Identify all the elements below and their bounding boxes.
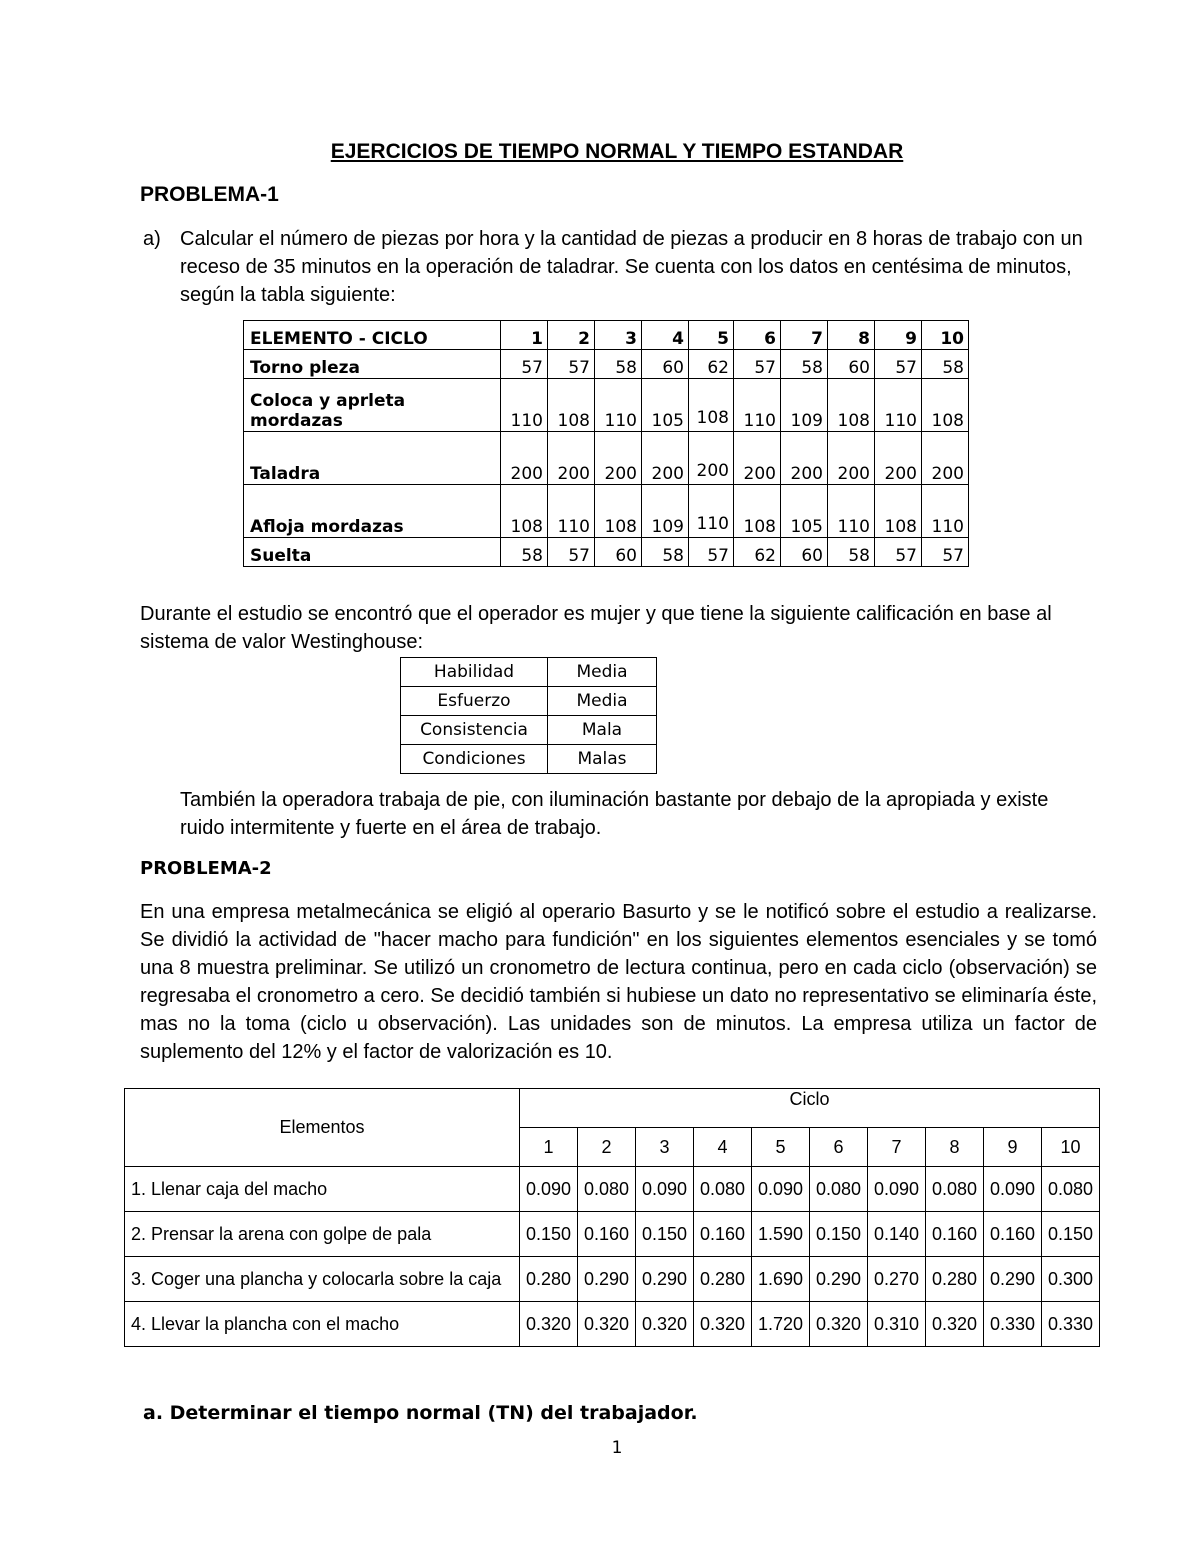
problem-1-conditions: También la operadora trabaja de pie, con iluminación bastante por debajo de la apropiada y existe ruido intermitente y fuerte en el área de trabajo. bbox=[180, 789, 1049, 839]
header-cycle-3: 3 bbox=[595, 321, 642, 350]
cell-value: 58 bbox=[828, 538, 875, 567]
cell-value: 57 bbox=[734, 350, 781, 379]
cell-value: 60 bbox=[642, 350, 689, 379]
cell-value: 110 bbox=[501, 379, 548, 432]
row-label: Afloja mordazas bbox=[244, 485, 501, 538]
header-cycle-2: 2 bbox=[548, 321, 595, 350]
westinghouse-rating-table bbox=[400, 657, 657, 774]
cell-value: 0.150 bbox=[1042, 1212, 1100, 1257]
cell-value: 0.280 bbox=[520, 1257, 578, 1302]
cell-value: 0.080 bbox=[578, 1167, 636, 1212]
problem-2-heading: PROBLEMA-2 bbox=[140, 858, 272, 879]
header-cycle-9: 9 bbox=[875, 321, 922, 350]
cell-value: 57 bbox=[548, 538, 595, 567]
element-cycles-table bbox=[124, 1088, 1100, 1347]
cell-value: 0.320 bbox=[520, 1302, 578, 1347]
cell-value: 0.160 bbox=[694, 1212, 752, 1257]
header-cycle-3: 3 bbox=[636, 1128, 694, 1167]
header-cycle-5: 5 bbox=[689, 321, 734, 350]
cell-value: 0.270 bbox=[868, 1257, 926, 1302]
header-element-cycle: ELEMENTO - CICLO bbox=[244, 321, 501, 350]
cell-value: 0.320 bbox=[694, 1302, 752, 1347]
cell-value: 0.290 bbox=[578, 1257, 636, 1302]
cell-value: 60 bbox=[595, 538, 642, 567]
cell-value: 0.320 bbox=[636, 1302, 694, 1347]
cell-value: 1.590 bbox=[752, 1212, 810, 1257]
rating-value: Malas bbox=[548, 745, 657, 774]
cell-value: 109 bbox=[642, 485, 689, 538]
header-cycle-6: 6 bbox=[734, 321, 781, 350]
cell-value: 0.090 bbox=[868, 1167, 926, 1212]
cell-value: 108 bbox=[689, 379, 734, 432]
cell-value: 200 bbox=[689, 432, 734, 485]
cell-value: 1.690 bbox=[752, 1257, 810, 1302]
cell-value: 62 bbox=[689, 350, 734, 379]
header-cycle-10: 10 bbox=[922, 321, 969, 350]
table-row bbox=[125, 1167, 1100, 1212]
cell-value: 200 bbox=[922, 432, 969, 485]
header-elements: Elementos bbox=[125, 1089, 520, 1167]
cell-value: 58 bbox=[781, 350, 828, 379]
cell-value: 200 bbox=[548, 432, 595, 485]
cell-value: 110 bbox=[689, 485, 734, 538]
cell-value: 57 bbox=[922, 538, 969, 567]
header-ciclo: Ciclo bbox=[520, 1089, 1100, 1128]
cell-value: 0.290 bbox=[810, 1257, 868, 1302]
cell-value: 0.320 bbox=[926, 1302, 984, 1347]
problem-1-heading: PROBLEMA-1 bbox=[140, 183, 279, 206]
cell-value: 0.320 bbox=[578, 1302, 636, 1347]
header-cycle-1: 1 bbox=[520, 1128, 578, 1167]
row-label: Torno pleza bbox=[244, 350, 501, 379]
cell-value: 0.330 bbox=[984, 1302, 1042, 1347]
cell-value: 0.090 bbox=[520, 1167, 578, 1212]
cell-value: 57 bbox=[501, 350, 548, 379]
document-title: EJERCICIOS DE TIEMPO NORMAL Y TIEMPO ESTANDAR bbox=[330, 140, 904, 163]
cell-value: 108 bbox=[922, 379, 969, 432]
cell-value: 0.290 bbox=[636, 1257, 694, 1302]
cell-value: 0.080 bbox=[926, 1167, 984, 1212]
row-label: Coloca y aprleta mordazas bbox=[244, 379, 501, 432]
table-header-row bbox=[244, 321, 969, 350]
cell-value: 57 bbox=[548, 350, 595, 379]
cell-value: 0.150 bbox=[636, 1212, 694, 1257]
header-cycle-7: 7 bbox=[868, 1128, 926, 1167]
header-cycle-8: 8 bbox=[828, 321, 875, 350]
table-row bbox=[125, 1302, 1100, 1347]
cell-value: 58 bbox=[922, 350, 969, 379]
cell-value: 57 bbox=[689, 538, 734, 567]
header-cycle-10: 10 bbox=[1042, 1128, 1100, 1167]
header-cycle-8: 8 bbox=[926, 1128, 984, 1167]
cell-value: 60 bbox=[828, 350, 875, 379]
header-cycle-4: 4 bbox=[694, 1128, 752, 1167]
cell-value: 200 bbox=[828, 432, 875, 485]
header-cycle-4: 4 bbox=[642, 321, 689, 350]
cell-value: 108 bbox=[501, 485, 548, 538]
cell-value: 110 bbox=[595, 379, 642, 432]
cell-value: 0.140 bbox=[868, 1212, 926, 1257]
cell-value: 0.150 bbox=[810, 1212, 868, 1257]
rating-factor: Esfuerzo bbox=[401, 687, 548, 716]
rating-row bbox=[401, 745, 657, 774]
problem-1-finding: Durante el estudio se encontró que el operador es mujer y que tiene la siguiente calificación en base al sistema de valor Westinghouse: bbox=[140, 603, 1052, 653]
cell-value: 0.320 bbox=[810, 1302, 868, 1347]
cell-value: 0.280 bbox=[926, 1257, 984, 1302]
cell-value: 0.090 bbox=[752, 1167, 810, 1212]
cell-value: 57 bbox=[875, 538, 922, 567]
cell-value: 200 bbox=[781, 432, 828, 485]
cell-value: 0.160 bbox=[578, 1212, 636, 1257]
header-cycle-9: 9 bbox=[984, 1128, 1042, 1167]
cell-value: 108 bbox=[875, 485, 922, 538]
table-row bbox=[125, 1212, 1100, 1257]
table-row bbox=[244, 350, 969, 379]
cell-value: 110 bbox=[875, 379, 922, 432]
header-cycle-7: 7 bbox=[781, 321, 828, 350]
cell-value: 200 bbox=[642, 432, 689, 485]
rating-value: Media bbox=[548, 658, 657, 687]
cell-value: 0.160 bbox=[984, 1212, 1042, 1257]
table-row bbox=[244, 379, 969, 432]
cell-value: 0.090 bbox=[984, 1167, 1042, 1212]
cell-value: 57 bbox=[875, 350, 922, 379]
cell-value: 110 bbox=[548, 485, 595, 538]
cell-value: 0.080 bbox=[1042, 1167, 1100, 1212]
rating-factor: Condiciones bbox=[401, 745, 548, 774]
cell-value: 60 bbox=[781, 538, 828, 567]
cell-value: 0.280 bbox=[694, 1257, 752, 1302]
cell-value: 0.080 bbox=[810, 1167, 868, 1212]
rating-value: Media bbox=[548, 687, 657, 716]
cell-value: 58 bbox=[642, 538, 689, 567]
cell-value: 108 bbox=[595, 485, 642, 538]
cell-value: 108 bbox=[548, 379, 595, 432]
row-label: Taladra bbox=[244, 432, 501, 485]
cell-value: 0.160 bbox=[926, 1212, 984, 1257]
cell-value: 0.090 bbox=[636, 1167, 694, 1212]
rating-factor: Habilidad bbox=[401, 658, 548, 687]
cell-value: 108 bbox=[828, 379, 875, 432]
element-label: 2. Prensar la arena con golpe de pala bbox=[125, 1212, 520, 1257]
table-row bbox=[125, 1257, 1100, 1302]
cell-value: 105 bbox=[642, 379, 689, 432]
cell-value: 0.330 bbox=[1042, 1302, 1100, 1347]
cell-value: 200 bbox=[734, 432, 781, 485]
list-marker: a) bbox=[143, 228, 161, 250]
table-row bbox=[244, 538, 969, 567]
table-row bbox=[244, 432, 969, 485]
rating-row bbox=[401, 687, 657, 716]
cell-value: 109 bbox=[781, 379, 828, 432]
header-cycle-1: 1 bbox=[501, 321, 548, 350]
page-number: 1 bbox=[611, 1438, 623, 1458]
element-label: 4. Llevar la plancha con el macho bbox=[125, 1302, 520, 1347]
cell-value: 0.150 bbox=[520, 1212, 578, 1257]
cell-value: 58 bbox=[501, 538, 548, 567]
cell-value: 200 bbox=[875, 432, 922, 485]
cell-value: 110 bbox=[828, 485, 875, 538]
problem-1-intro: Calcular el número de piezas por hora y la cantidad de piezas a producir en 8 horas de trabajo con un receso de 35 minutos en la operación de taladrar. Se cuenta con los datos en centésima de minutos, según la tabla siguiente: bbox=[180, 228, 1083, 306]
cell-value: 0.300 bbox=[1042, 1257, 1100, 1302]
rating-row bbox=[401, 658, 657, 687]
element-label: 1. Llenar caja del macho bbox=[125, 1167, 520, 1212]
cell-value: 0.290 bbox=[984, 1257, 1042, 1302]
row-label: Suelta bbox=[244, 538, 501, 567]
rating-value: Mala bbox=[548, 716, 657, 745]
element-label: 3. Coger una plancha y colocarla sobre la caja bbox=[125, 1257, 520, 1302]
cell-value: 0.310 bbox=[868, 1302, 926, 1347]
rating-factor: Consistencia bbox=[401, 716, 548, 745]
table-header-row bbox=[125, 1089, 1100, 1128]
cell-value: 200 bbox=[595, 432, 642, 485]
cycle-times-table bbox=[243, 320, 969, 567]
cell-value: 1.720 bbox=[752, 1302, 810, 1347]
header-cycle-2: 2 bbox=[578, 1128, 636, 1167]
header-cycle-6: 6 bbox=[810, 1128, 868, 1167]
problem-2-text: En una empresa metalmecánica se eligió al operario Basurto y se le notificó sobre el estudio a realizarse. Se dividió la actividad de "hacer macho para fundición" en los siguientes elementos esenciales y se tomó una 8 muestra preliminar. Se utilizó un cronometro de lectura continua, pero en cada ciclo (observación) se regresaba el cronometro a cero. Se decidió también si hubiese un dato no representativo se eliminaría éste, mas no la toma (ciclo u observación). Las unidades son de minutos. La empresa utiliza un factor de suplemento del 12% y el factor de valorización es 10. bbox=[140, 901, 1097, 1063]
cell-value: 110 bbox=[922, 485, 969, 538]
cell-value: 58 bbox=[595, 350, 642, 379]
header-cycle-5: 5 bbox=[752, 1128, 810, 1167]
rating-row bbox=[401, 716, 657, 745]
cell-value: 105 bbox=[781, 485, 828, 538]
cell-value: 110 bbox=[734, 379, 781, 432]
task-a: a. Determinar el tiempo normal (TN) del trabajador. bbox=[143, 1402, 698, 1424]
table-row bbox=[244, 485, 969, 538]
cell-value: 200 bbox=[501, 432, 548, 485]
cell-value: 0.080 bbox=[694, 1167, 752, 1212]
cell-value: 108 bbox=[734, 485, 781, 538]
cell-value: 62 bbox=[734, 538, 781, 567]
